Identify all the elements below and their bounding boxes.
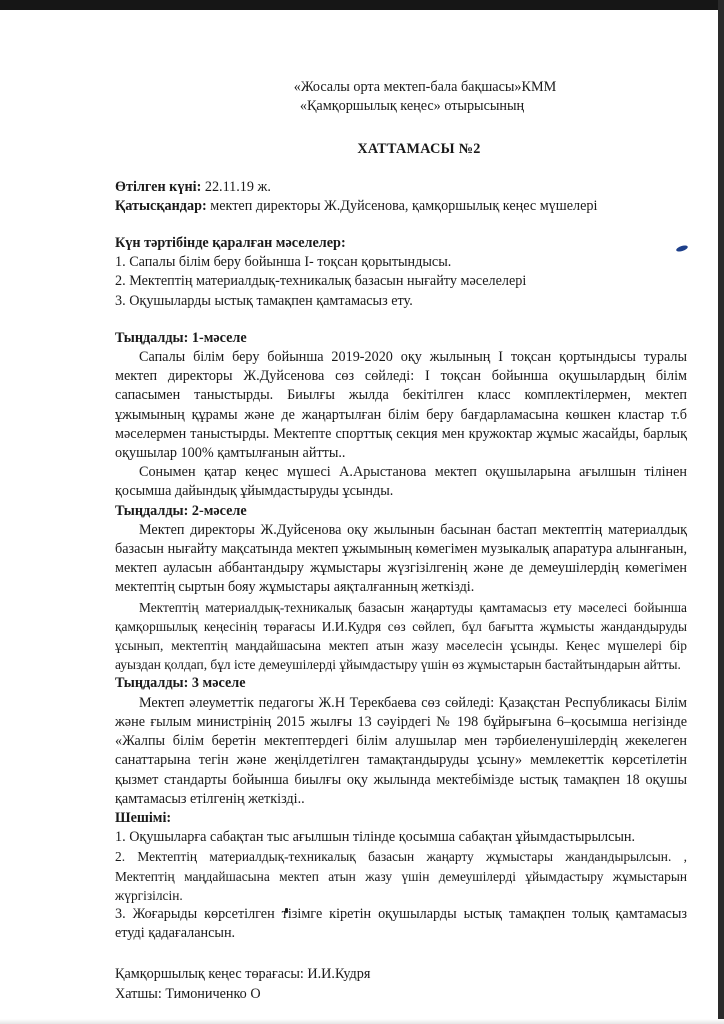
scan-border-top <box>0 0 724 10</box>
scan-border-right <box>718 0 724 1024</box>
document-body <box>115 78 687 1004</box>
section-1-paragraph: Сонымен қатар кеңес мүшесі А.Арыстанова мектеп оқушыларына ағылшын тілінен қосымша дайындық ұйымдастыруды ұсынды. <box>115 464 687 500</box>
scan-border-bottom <box>0 1019 724 1024</box>
agenda-item: 3. Оқушыларды ыстық тамақпен қамтамасыз ету. <box>115 292 413 309</box>
document-title: ХАТТАМАСЫ №2 <box>357 141 481 158</box>
meeting-date <box>115 178 687 197</box>
decision-item: 1. Оқушыларға сабақтан тыс ағылшын тілінде қосымша сабақтан ұйымдастырылсын. <box>115 829 636 846</box>
section-2-paragraph: Мектептің материалдық-техникалық базасын жаңартуды қамтамасыз ету мәселесі бойынша қамқоршылық кеңесінің төрағасы И.И.Кудря сөз сөйлеп, бұл бағытта жұмысты жандандыруды ұсынып, мектептің маңдайшасына мектеп атын жазу мәселесін ұсынды. Кеңес мүшелері бір ауыздан қолдап, бұл істе демеушілерді ұйымдастыру үшін өз жұмыстарын бастайтындарын айтты. <box>115 599 687 673</box>
organization-name: «Жосалы орта мектеп-бала бақшасы»КММ <box>293 79 557 95</box>
participants-value: мектеп директоры Ж.Дуйсенова, қамқоршылық кеңес мүшелері <box>206 197 598 214</box>
participants-label: Қатысқандар: <box>115 197 207 214</box>
agenda-item: 2. Мектептің материалдық-техникалық базасын нығайту мәселелері <box>115 273 527 290</box>
section-2-paragraph: Мектеп директоры Ж.Дуйсенова оқу жылынын басынан бастап мектептің материалдық базасын нығайту мақсатында мектеп ұжымының көмегімен музыкалық апаратура алынғанын, мектеп ауласын аббантандыру жұмыстары жүзгізілгенің және де демеушілердің көмегімен мектептің сыртын бояу жұмыстары аяқталғанның жеткізді. <box>115 521 687 596</box>
decision-heading: Шешімі: <box>115 809 172 826</box>
section-1-paragraph: Сапалы білім беру бойынша 2019-2020 оқу жылының I тоқсан қортындысы туралы мектеп директоры Ж.Дуйсенова сөз сөйледі: I тоқсан бойынша оқушылардың білім сапасымен таныстырды. Биылғы жылда бекітілген класс комплектілермен, мектеп ұжымының құрамы және де жаңартылған білім беру бағдарламасына көшкен кластар т.б мәселермен таныстырды. Мектепте спорттық секция мен кружоктар жұмыс жасайды, барлық оқушылар 100% қамтылғанын айтты.. <box>115 349 687 462</box>
meeting-participants <box>115 197 687 216</box>
secretary-signature: Хатшы: Тимониченко О <box>115 985 261 1002</box>
section-heading-2: Тыңдалды: 2-мәселе <box>115 502 247 519</box>
section-3-paragraph: Мектеп әлеуметтік педагогы Ж.Н Терекбаева сөз сөйледі: Қазақстан Республикасы Білім және ғылым министрінің 2015 жылғы 13 сәуірдегі № 198 бұйрығына 6–қосымша негізінде «Жалпы білім беретін мектептердегі білім алушылар мен тәрбиеленушілердің жекелеген санаттарына тегін және жеңілдетілген тамақтандыруды ұсыну» мемлекеттік көрсетілетін қызмет стандарты бойынша биылғы оқу жылында мектебімізде ыстық тамақпен 18 оқушы қамтамасыз етілгенің жеткізді.. <box>115 694 687 807</box>
decision-item: 3. Жоғарыды көрсетілген тізімге кіретін оқушыларды ыстық тамақпен толық қамтамасыз етуді қадағалансын. <box>115 905 687 942</box>
section-heading-1: Тыңдалды: 1-мәселе <box>115 329 247 346</box>
agenda-item: 1. Сапалы білім беру бойынша I- тоқсан қорытындысы. <box>115 254 452 271</box>
date-label: Өтілген күні: <box>115 178 202 195</box>
section-heading-3: Тыңдалды: 3 мәселе <box>115 675 246 692</box>
date-value: 22.11.19 ж. <box>201 178 271 195</box>
agenda-heading: Күн тәртібінде қаралған мәселелер: <box>115 235 346 252</box>
chair-signature: Қамқоршылық кеңес төрағасы: И.И.Кудря <box>115 966 371 983</box>
meeting-body-name: «Қамқоршылық кеңес» отырысының <box>299 98 525 115</box>
decision-item: 2. Мектептің материалдық-техникалық базасын жаңарту жұмыстары жандандырылсын. , Мектептің маңдайшасына мектеп атын жазу үшін демеушілерді ұйымдастыру жұмыстарын жүргізілсін. <box>115 849 687 903</box>
